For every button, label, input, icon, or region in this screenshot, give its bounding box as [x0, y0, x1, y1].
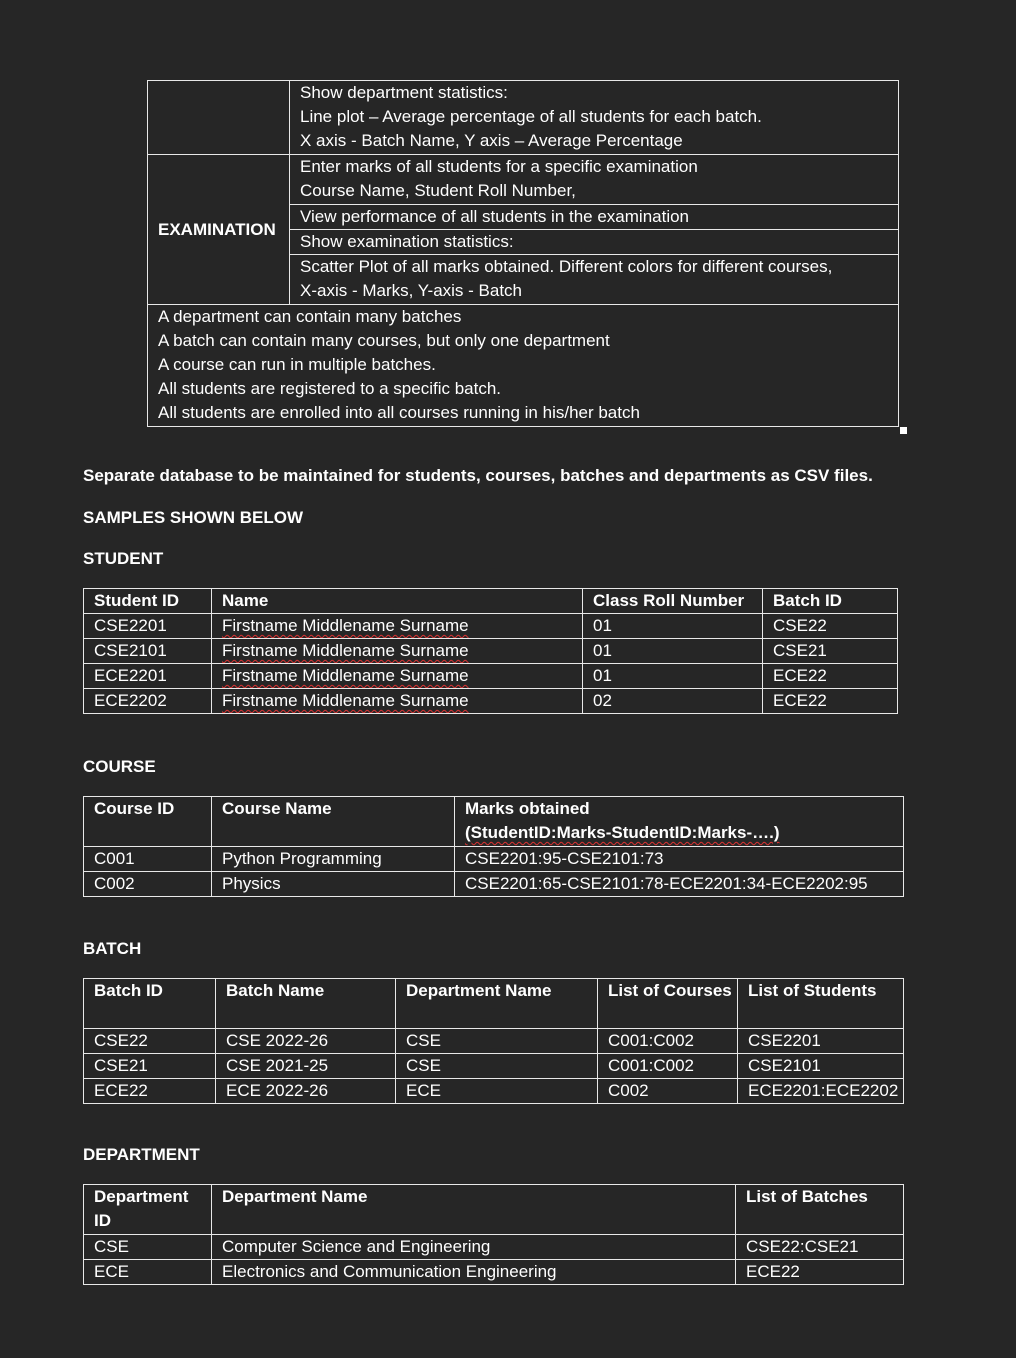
department-name: ECE [396, 1079, 598, 1104]
column-header: List of Students [738, 979, 904, 1029]
department-name: CSE [396, 1029, 598, 1054]
student-list: ECE2201:ECE2202 [738, 1079, 904, 1104]
marks-obtained: CSE2201:95-CSE2101:73 [455, 847, 904, 872]
batch-name: CSE 2022-26 [216, 1029, 396, 1054]
table-row [84, 1260, 904, 1285]
column-header: Department ID [84, 1185, 212, 1235]
column-header: Department Name [212, 1185, 736, 1235]
batch-table [83, 978, 904, 1104]
samples-heading: SAMPLES SHOWN BELOW [83, 508, 304, 527]
course-id: C001 [84, 847, 212, 872]
table-row [84, 1029, 904, 1054]
department-id: CSE [84, 1235, 212, 1260]
student-list: CSE2101 [738, 1054, 904, 1079]
stats-cell: Show department statistics: Line plot – Average percentage of all students for each batch. X axis - Batch Name, Y axis – Average Percentage [290, 81, 899, 155]
column-header: Department Name [396, 979, 598, 1029]
department-name: Computer Science and Engineering [212, 1235, 736, 1260]
column-header: Class Roll Number [583, 589, 763, 614]
batch-heading: BATCH [83, 939, 142, 958]
student-heading: STUDENT [83, 549, 164, 568]
column-header: Course ID [84, 797, 212, 847]
table-row [84, 664, 898, 689]
student-name: Firstname Middlename Surname [212, 689, 583, 714]
course-list: C001:C002 [598, 1029, 738, 1054]
column-header: Batch ID [84, 979, 216, 1029]
department-table [83, 1184, 904, 1285]
column-header: Course Name [212, 797, 455, 847]
column-header: Student ID [84, 589, 212, 614]
intro-text: Separate database to be maintained for students, courses, batches and departments as CSV files. [83, 466, 873, 485]
exam-row: Scatter Plot of all marks obtained. Different colors for different courses, X-axis - Marks, Y-axis - Batch [290, 255, 899, 305]
table-row [84, 847, 904, 872]
table-row [84, 1235, 904, 1260]
student-table [83, 588, 898, 714]
column-header: Batch ID [763, 589, 898, 614]
course-id: C002 [84, 872, 212, 897]
batch-list: ECE22 [736, 1260, 904, 1285]
exam-label: EXAMINATION [148, 155, 290, 305]
student-id: ECE2201 [84, 664, 212, 689]
table-row [84, 1054, 904, 1079]
table-row [84, 639, 898, 664]
column-header: Marks obtained (StudentID:Marks-StudentID:Marks-….) [455, 797, 904, 847]
course-heading: COURSE [83, 757, 156, 776]
batch-id: ECE22 [84, 1079, 216, 1104]
rules-cell: A department can contain many batches A batch can contain many courses, but only one department A course can run in multiple batches. All students are registered to a specific batch. All students are enrolled into all courses running in his/her batch [148, 305, 899, 427]
student-name: Firstname Middlename Surname [212, 664, 583, 689]
roll-number: 01 [583, 664, 763, 689]
batch-id: CSE21 [84, 1054, 216, 1079]
course-table [83, 796, 904, 897]
batch-id: CSE22 [763, 614, 898, 639]
table-row [84, 1079, 904, 1104]
batch-id: ECE22 [763, 664, 898, 689]
roll-number: 01 [583, 614, 763, 639]
batch-list: CSE22:CSE21 [736, 1235, 904, 1260]
batch-id: ECE22 [763, 689, 898, 714]
batch-id: CSE21 [763, 639, 898, 664]
course-list: C002 [598, 1079, 738, 1104]
empty-cell [148, 81, 290, 155]
roll-number: 01 [583, 639, 763, 664]
student-list: CSE2201 [738, 1029, 904, 1054]
exam-row: Show examination statistics: [290, 230, 899, 255]
marks-obtained: CSE2201:65-CSE2101:78-ECE2201:34-ECE2202:95 [455, 872, 904, 897]
student-id: ECE2202 [84, 689, 212, 714]
column-header: Name [212, 589, 583, 614]
course-list: C001:C002 [598, 1054, 738, 1079]
batch-id: CSE22 [84, 1029, 216, 1054]
column-header: Batch Name [216, 979, 396, 1029]
table-row [84, 614, 898, 639]
requirements-table [147, 80, 899, 427]
table-row [84, 689, 898, 714]
department-heading: DEPARTMENT [83, 1145, 200, 1164]
department-id: ECE [84, 1260, 212, 1285]
roll-number: 02 [583, 689, 763, 714]
department-name: Electronics and Communication Engineering [212, 1260, 736, 1285]
exam-row: Enter marks of all students for a specific examination Course Name, Student Roll Number, [290, 155, 899, 205]
table-row [84, 872, 904, 897]
batch-name: ECE 2022-26 [216, 1079, 396, 1104]
course-name: Python Programming [212, 847, 455, 872]
column-header: List of Courses [598, 979, 738, 1029]
student-id: CSE2201 [84, 614, 212, 639]
exam-row: View performance of all students in the examination [290, 205, 899, 230]
course-name: Physics [212, 872, 455, 897]
student-name: Firstname Middlename Surname [212, 614, 583, 639]
column-header: List of Batches [736, 1185, 904, 1235]
student-name: Firstname Middlename Surname [212, 639, 583, 664]
department-name: CSE [396, 1054, 598, 1079]
batch-name: CSE 2021-25 [216, 1054, 396, 1079]
table-resize-handle[interactable] [900, 427, 907, 434]
student-id: CSE2101 [84, 639, 212, 664]
